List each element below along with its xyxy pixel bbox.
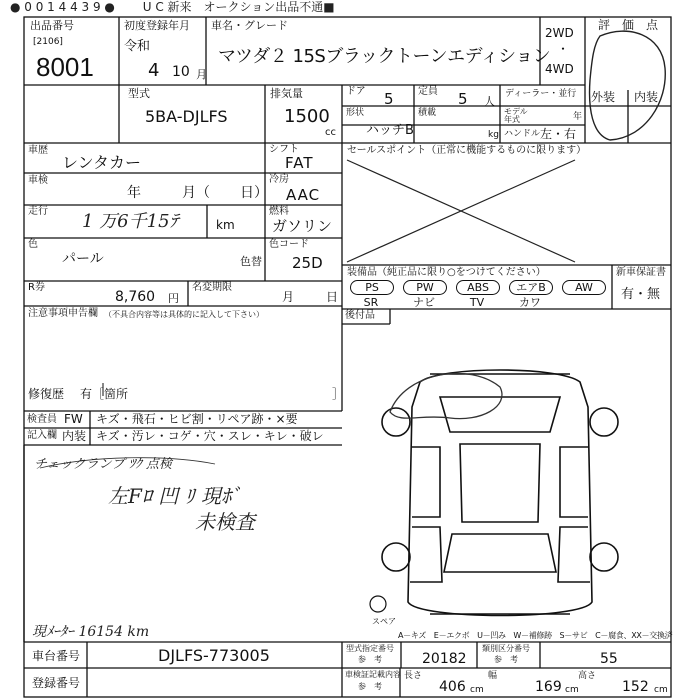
repair-value: 有［箇所 [80, 387, 129, 401]
handle-value: 左・右 [540, 127, 577, 141]
notes-sub: （不具合内容等は具体的に記入して下さい） [104, 310, 264, 319]
shape-value: ハッチB [366, 123, 414, 138]
equipment-row1-0: PS [350, 280, 394, 295]
dimensions-label: 車検証記載内容 [345, 670, 401, 679]
handwriting-line-3: 未検査 [195, 510, 255, 534]
length-label: 長さ [404, 671, 423, 681]
registration-month-unit: 月 [196, 68, 207, 81]
equipment-row1-1: PW [403, 280, 447, 295]
height-value: 152 [622, 679, 649, 695]
doors-value: 5 [384, 90, 394, 108]
history-label: 車歴 [28, 145, 48, 156]
car-name: マツダ２ 15Sブラックトーンエディション [218, 46, 551, 67]
width-value: 169 [535, 679, 562, 695]
capacity-value: 5 [458, 90, 468, 108]
interior-label: 内装 [634, 90, 659, 104]
history-value: レンタカー [62, 153, 141, 172]
inspector-in-items: キズ・汚レ・コゲ・穴・スレ・キレ・破レ [96, 429, 324, 443]
doors-label: ドア [346, 86, 366, 97]
registration-label: 初度登録年月 [124, 19, 190, 32]
inspection-year: 年 [127, 185, 141, 201]
height-unit: cm [654, 685, 668, 695]
repair-close: ］ [332, 387, 345, 401]
recycle-unit: 円 [168, 292, 179, 305]
inspection-label: 車検 [28, 175, 48, 186]
load-label: 積載 [418, 108, 437, 118]
car-name-label: 車名・グレード [211, 19, 288, 32]
mileage-handwritten: 1 万6千15ﾃ [82, 211, 179, 232]
mileage-label: 走行 [28, 206, 48, 217]
warranty-value: 有・無 [621, 287, 661, 302]
aftermarket-label: 後付品 [345, 310, 375, 321]
inspection-day: 日） [240, 185, 268, 201]
fuel-value: ガソリン [272, 217, 333, 235]
chassis-value: DJLFS-773005 [158, 646, 270, 665]
equipment-row2-1: ナビ [413, 296, 435, 309]
type-designation-value: 20182 [422, 651, 467, 667]
notes-label: 注意事項申告欄 [28, 308, 98, 319]
model-year-unit: 年 [573, 112, 583, 122]
lot-code: [2106] [33, 37, 63, 47]
model-value: 5BA-DJLFS [145, 107, 228, 126]
type-designation-ref: 参 考 [358, 655, 382, 664]
fuel-label: 燃料 [269, 206, 289, 217]
score-label: 評 価 点 [598, 18, 659, 32]
drive-4wd: 4WD [545, 62, 574, 76]
length-unit: cm [470, 685, 484, 695]
equipment-row2-2: TV [469, 296, 485, 309]
handwriting-line-1: チェックランプ ﾂｸ 点検 [34, 457, 172, 472]
width-unit: cm [565, 685, 579, 695]
displacement-label: 排気量 [270, 87, 303, 100]
car-diagram [360, 352, 660, 632]
capacity-label: 定員 [418, 86, 438, 97]
category-ref: 参 考 [494, 655, 518, 664]
category-value: 55 [600, 651, 618, 667]
damage-legend: A－キズ E－エクボ U－凹み W－補修跡 S－サビ C－腐食、XX－交換済 [398, 631, 673, 640]
dealer-label: ディーラー・並行 [505, 89, 577, 99]
equipment-row2-0: SR [363, 296, 379, 309]
repair-label: 修復歴 [28, 387, 65, 401]
equipment-row1-3: エアB [509, 280, 553, 295]
equipment-label: 装備品（純正品に限り○をつけてください） [347, 267, 546, 278]
equipment-row2-3: カワ [519, 296, 541, 309]
lot-number: 8001 [36, 52, 94, 82]
displacement-value: 1500 [284, 106, 330, 127]
mileage-unit: km [216, 218, 235, 232]
registration-year: 4 [148, 60, 160, 81]
name-change-day: 日 [326, 290, 339, 304]
handwriting-meter: 現ﾒｰﾀｰ 16154 km [32, 624, 150, 640]
equipment-row1-2: ABS [456, 280, 500, 295]
handwriting-line-2: 左Fﾛ 凹 ﾘ 現ﾎﾞ [108, 484, 241, 508]
dimensions-ref: 参 考 [358, 682, 382, 691]
drive-dot: ・ [557, 42, 570, 56]
color-value: パール [62, 251, 104, 267]
category-label: 類別区分番号 [482, 644, 530, 653]
shift-label: シフト [269, 144, 299, 155]
spare-label: スペア [372, 617, 396, 626]
inspector-fw-items: キズ・飛石・ヒビ割・リペア跡・×要 [96, 412, 298, 426]
color-code-label: 色コード [269, 239, 309, 250]
registration-no-label: 登録番号 [32, 676, 81, 690]
capacity-unit: 人 [484, 95, 495, 108]
top-strip: ● 0 0 1 4 4 3 9 ● U C 新来 オークション出品不通■ [10, 0, 335, 14]
color-change-label: 色替 [240, 255, 262, 268]
ac-label: 冷房 [269, 174, 289, 185]
inspector-fw-label: FW [64, 412, 83, 426]
type-designation-label: 型式指定番号 [346, 644, 394, 653]
color-label: 色 [28, 239, 38, 250]
equipment-row1-4: AW [562, 280, 606, 295]
name-change-month: 月 [282, 290, 295, 304]
recycle-value: 8,760 [115, 289, 156, 305]
displacement-unit: cc [325, 127, 336, 138]
width-label: 幅 [488, 671, 498, 681]
height-label: 高さ [578, 671, 597, 681]
handle-label: ハンドル [504, 129, 541, 139]
name-change-label: 名変期限 [192, 282, 232, 293]
model-label: 型式 [128, 87, 150, 100]
chassis-label: 車台番号 [32, 649, 81, 663]
recycle-label: R券 [28, 282, 45, 293]
sales-point-label: セールスポイント（正常に機能するものに限ります） [347, 145, 587, 156]
ac-value: AAC [286, 186, 321, 204]
inspection-month: 月（ [182, 185, 210, 201]
shape-label: 形状 [346, 108, 365, 118]
warranty-label: 新車保証書 [616, 267, 666, 278]
load-unit: kg [488, 130, 499, 140]
registration-month: 10 [172, 64, 190, 80]
drive-2wd: 2WD [545, 26, 574, 40]
shift-value: FAT [285, 154, 314, 172]
model-year-label: モデル 年式 [504, 107, 528, 125]
length-value: 406 [439, 679, 466, 695]
inspector-in-label: 内装 [62, 429, 87, 443]
exterior-label: 外装 [591, 90, 616, 104]
registration-era: 令和 [124, 39, 151, 54]
color-code-value: 25D [292, 254, 323, 272]
inspector-label-2: 記入欄 [27, 430, 57, 441]
lot-label: 出品番号 [30, 19, 74, 32]
inspector-label-1: 検査員 [27, 414, 57, 425]
